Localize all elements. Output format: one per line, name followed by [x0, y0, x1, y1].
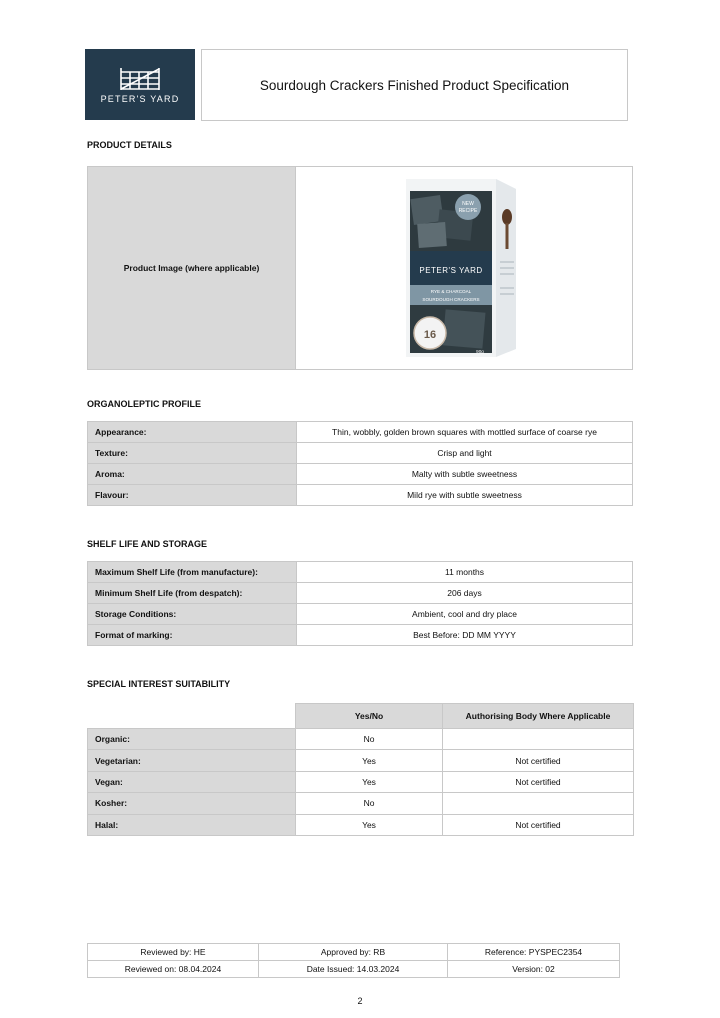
gate-icon: [117, 65, 163, 91]
row-yes-no: No: [296, 729, 443, 750]
row-yes-no: No: [296, 793, 443, 814]
section-title-product-details: PRODUCT DETAILS: [87, 140, 172, 150]
table-row: [88, 625, 633, 646]
row-value: Mild rye with subtle sweetness: [297, 485, 633, 506]
row-authorising-body: [443, 729, 634, 750]
row-label: Flavour:: [88, 485, 297, 506]
header-blank-cell: [88, 704, 296, 729]
row-authorising-body: Not certified: [443, 771, 634, 792]
table-row: [88, 793, 634, 814]
table-row: [88, 604, 633, 625]
row-yes-no: Yes: [296, 750, 443, 771]
row-yes-no: Yes: [296, 771, 443, 792]
row-label: Maximum Shelf Life (from manufacture):: [88, 562, 297, 583]
logo-text: PETER'S YARD: [100, 94, 180, 104]
row-value: 206 days: [297, 583, 633, 604]
package-brand-text: PETER'S YARD: [419, 266, 483, 275]
badge-top-text: NEW: [462, 201, 474, 207]
row-label: Appearance:: [88, 422, 297, 443]
table-row: [88, 944, 620, 961]
reference: Reference: PYSPEC2354: [448, 944, 620, 961]
row-value: 11 months: [297, 562, 633, 583]
reviewed-by: Reviewed by: HE: [88, 944, 259, 961]
row-label: Vegan:: [88, 771, 296, 792]
organoleptic-table: [87, 421, 633, 506]
shelf-life-table: [87, 561, 633, 646]
row-label: Organic:: [88, 729, 296, 750]
table-row: [88, 422, 633, 443]
document-title: [201, 49, 628, 121]
product-image-label: [87, 166, 296, 370]
row-value: Best Before: DD MM YYYY: [297, 625, 633, 646]
package-product-text: SOURDOUGH CRACKERS: [422, 297, 480, 302]
row-label: Texture:: [88, 443, 297, 464]
row-label: Vegetarian:: [88, 750, 296, 771]
package-seal-number: 16: [423, 329, 437, 341]
table-row: [88, 485, 633, 506]
brand-logo: [85, 49, 195, 120]
table-row: [88, 771, 634, 792]
badge-bottom-text: RECIPE: [458, 208, 478, 214]
section-title-shelf-life: SHELF LIFE AND STORAGE: [87, 539, 208, 549]
section-title-suitability: SPECIAL INTEREST SUITABILITY: [87, 679, 231, 689]
row-authorising-body: Not certified: [443, 750, 634, 771]
package-variant-text: RYE & CHARCOAL: [430, 289, 472, 294]
row-label: Halal:: [88, 814, 296, 835]
page-number: 2: [357, 996, 363, 1006]
product-image-cell: [295, 166, 633, 370]
row-value: Crisp and light: [297, 443, 633, 464]
product-package-image: [404, 177, 524, 363]
date-issued: Date Issued: 14.03.2024: [259, 961, 448, 978]
suitability-table: [87, 703, 634, 836]
table-row: [88, 750, 634, 771]
table-row: [88, 583, 633, 604]
document-control-footer: [87, 943, 620, 978]
row-yes-no: Yes: [296, 814, 443, 835]
row-label: Aroma:: [88, 464, 297, 485]
reviewed-on: Reviewed on: 08.04.2024: [88, 961, 259, 978]
table-row: [88, 464, 633, 485]
version: Version: 02: [448, 961, 620, 978]
row-label: Kosher:: [88, 793, 296, 814]
row-value: Ambient, cool and dry place: [297, 604, 633, 625]
row-label: Format of marking:: [88, 625, 297, 646]
row-authorising-body: Not certified: [443, 814, 634, 835]
product-image-label-text: Product Image (where applicable): [123, 263, 260, 273]
table-row: [88, 443, 633, 464]
row-value: Thin, wobbly, golden brown squares with mottled surface of coarse rye: [297, 422, 633, 443]
column-header-yes-no: Yes/No: [296, 704, 443, 729]
table-row: [88, 961, 620, 978]
table-row: [88, 729, 634, 750]
approved-by: Approved by: RB: [259, 944, 448, 961]
table-header-row: [88, 704, 634, 729]
row-authorising-body: [443, 793, 634, 814]
column-header-authorising-body: Authorising Body Where Applicable: [443, 704, 634, 729]
row-value: Malty with subtle sweetness: [297, 464, 633, 485]
row-label: Storage Conditions:: [88, 604, 297, 625]
package-weight-text: 90g: [476, 349, 484, 354]
table-row: [88, 814, 634, 835]
section-title-organoleptic: ORGANOLEPTIC PROFILE: [87, 399, 202, 409]
table-row: [88, 562, 633, 583]
document-title-text: Sourdough Crackers Finished Product Specification: [259, 77, 570, 93]
row-label: Minimum Shelf Life (from despatch):: [88, 583, 297, 604]
